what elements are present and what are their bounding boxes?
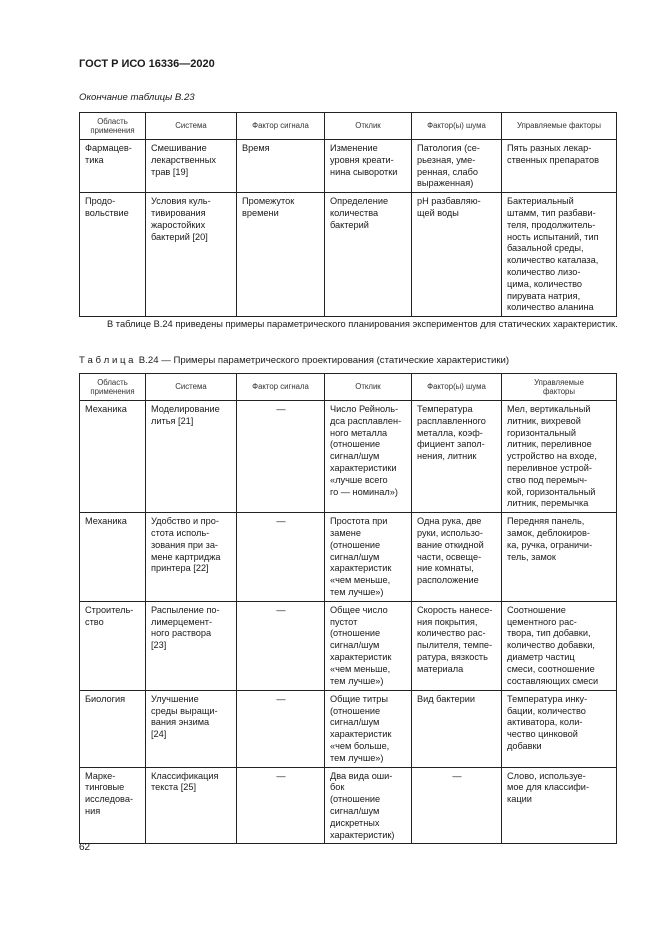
table-cell: Простота при замене (отношение сигнал/шум характеристик «чем меньше, тем лучше») xyxy=(325,513,412,602)
table-caption: Т а б л и ц а В.24 — Примеры параметрического проектирования (статические характеристики) xyxy=(79,355,510,366)
table-row xyxy=(80,401,617,513)
table-row xyxy=(80,601,617,690)
table-cell: Биология xyxy=(80,690,146,767)
header-cell: Управляемые факторы xyxy=(502,113,617,140)
table-cell: Изменение уровня креати- нина сыворотки xyxy=(325,140,412,193)
table-cell: Фармацев- тика xyxy=(80,140,146,193)
table-row xyxy=(80,140,617,193)
table-cell: Улучшение среды выращи- вания энзима [24] xyxy=(146,690,237,767)
table-cell: — xyxy=(237,601,325,690)
table-cell: Два вида оши- бок (отношение сигнал/шум дискретных характеристик) xyxy=(325,767,412,844)
table-cell: Механика xyxy=(80,401,146,513)
table-cell: Скорость нанесе- ния покрытия, количество рас- пылителя, темпе- ратура, вязкость материала xyxy=(412,601,502,690)
table-row xyxy=(80,767,617,844)
header-cell: Отклик xyxy=(325,374,412,401)
header-cell: Фактор(ы) шума xyxy=(412,113,502,140)
table-continuation-caption: Окончание таблицы В.23 xyxy=(79,92,195,103)
table-cell: Механика xyxy=(80,513,146,602)
header-cell: Отклик xyxy=(325,113,412,140)
table-cell: Удобство и про- стота исполь- зования при за- мене картриджа принтера [22] xyxy=(146,513,237,602)
table-cell: pH разбавляю- щей воды xyxy=(412,193,502,317)
header-cell: Область применения xyxy=(80,374,146,401)
table-cell: Строитель- ство xyxy=(80,601,146,690)
header-cell: Область применения xyxy=(80,113,146,140)
page-number: 62 xyxy=(79,842,91,853)
table-cell: Соотношение цементного рас- твора, тип добавки, количество добавки, диаметр частиц смеси, соотношение составляющих смеси xyxy=(502,601,617,690)
header-cell: Управляемые факторы xyxy=(502,374,617,401)
document-header: ГОСТ Р ИСО 16336—2020 xyxy=(79,58,215,70)
table-b24 xyxy=(79,373,617,844)
table-b23 xyxy=(79,112,617,317)
table-cell: Классификация текста [25] xyxy=(146,767,237,844)
header-cell: Фактор сигнала xyxy=(237,374,325,401)
table-cell: Определение количества бактерий xyxy=(325,193,412,317)
table-cell: Вид бактерии xyxy=(412,690,502,767)
table-cell: Бактериальный штамм, тип разбави- теля, продолжитель- ность испытаний, тип базальной среды, количество каталаза, количество лизо- цима, количество пирувата натрия, количество аланина xyxy=(502,193,617,317)
table-cell: Время xyxy=(237,140,325,193)
table-cell: — xyxy=(237,690,325,767)
table-row xyxy=(80,193,617,317)
table-cell: Температура инку- бации, количество активатора, коли- чество цинковой добавки xyxy=(502,690,617,767)
table-cell: — xyxy=(412,767,502,844)
table-cell: — xyxy=(237,513,325,602)
table-cell: Пять разных лекар- ственных препаратов xyxy=(502,140,617,193)
table-cell: Передняя панель, замок, деблокиров- ка, ручка, ограничи- тель, замок xyxy=(502,513,617,602)
table-cell: Распыление по- лимерцемент- ного раствора [23] xyxy=(146,601,237,690)
table-header-row xyxy=(80,374,617,401)
table-cell: Температура расплавленного металла, коэф- фициент запол- нения, литник xyxy=(412,401,502,513)
table-cell: — xyxy=(237,401,325,513)
table-cell: Общие титры (отношение сигнал/шум характеристик «чем больше, тем лучше») xyxy=(325,690,412,767)
table-cell: Смешивание лекарственных трав [19] xyxy=(146,140,237,193)
table-cell: Мел, вертикальный литник, вихревой горизонтальный литник, переливное устройство на входе, переливное устрой- ство под перемыч- кой, горизонтальный литник, перемычка xyxy=(502,401,617,513)
table-cell: Число Рейноль- дса расплавлен- ного металла (отношение сигнал/шум характеристики «лучше всего го — номинал») xyxy=(325,401,412,513)
header-cell: Система xyxy=(146,113,237,140)
table-cell: — xyxy=(237,767,325,844)
table-cell: Условия куль- тивирования жаростойких бактерий [20] xyxy=(146,193,237,317)
header-cell: Фактор(ы) шума xyxy=(412,374,502,401)
table-cell: Марке- тинговые исследова- ния xyxy=(80,767,146,844)
body-paragraph: В таблице В.24 приведены примеры параметрического планирования экспериментов для статических характеристик. xyxy=(107,319,618,329)
table-cell: Продо- вольствие xyxy=(80,193,146,317)
table-cell: Моделирование литья [21] xyxy=(146,401,237,513)
table-cell: Общее число пустот (отношение сигнал/шум характеристик «чем меньше, тем лучше») xyxy=(325,601,412,690)
table-row xyxy=(80,513,617,602)
table-cell: Слово, используе- мое для классифи- кации xyxy=(502,767,617,844)
table-cell: Патология (се- рьезная, уме- ренная, слабо выраженная) xyxy=(412,140,502,193)
table-header-row xyxy=(80,113,617,140)
table-cell: Одна рука, две руки, использо- вание откидной части, освеще- ние комнаты, расположение xyxy=(412,513,502,602)
table-row xyxy=(80,690,617,767)
header-cell: Фактор сигнала xyxy=(237,113,325,140)
table-cell: Промежуток времени xyxy=(237,193,325,317)
header-cell: Система xyxy=(146,374,237,401)
